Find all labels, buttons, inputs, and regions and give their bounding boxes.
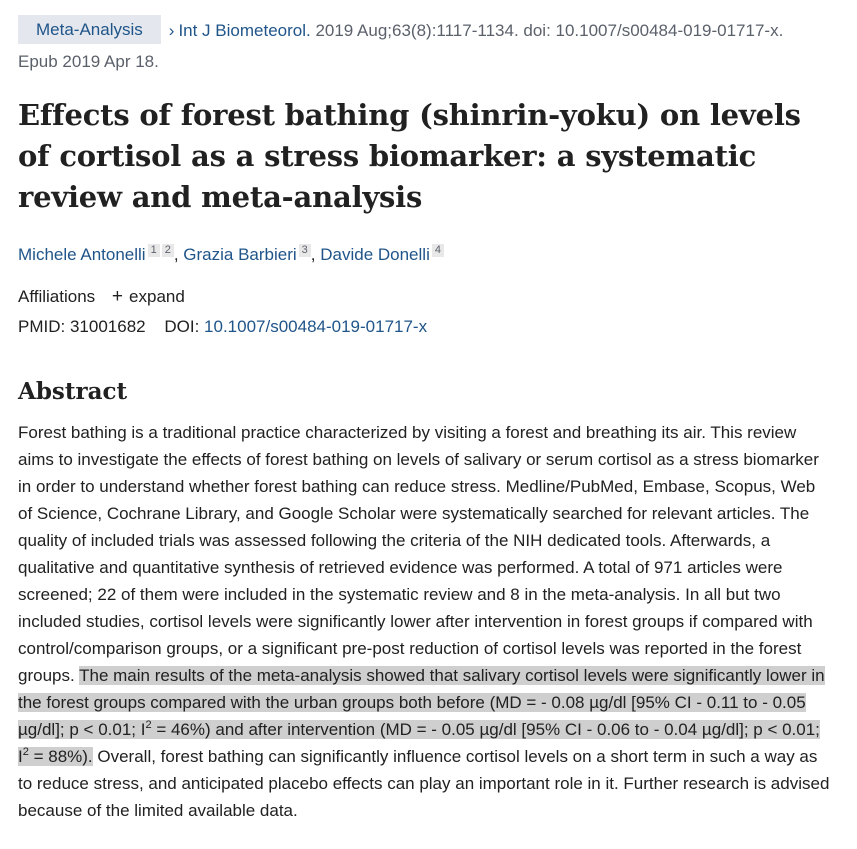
citation-line (18, 15, 839, 77)
affiliations-label: Affiliations (18, 287, 96, 306)
author-link[interactable]: Grazia Barbieri (183, 245, 297, 264)
expand-label: expand (129, 287, 185, 306)
pmid-label: PMID: (18, 317, 66, 336)
highlighted-text-part: = 46%) and after intervention (MD = - 0.05 µg/dl [95% CI - 0.06 to - 0.04 µg/dl]; p < 0.01; I (18, 720, 820, 766)
abstract-text (18, 419, 830, 824)
affiliation-ref[interactable]: 4 (432, 244, 444, 257)
doi-link[interactable]: 10.1007/s00484-019-01717-x (204, 317, 428, 336)
highlighted-text-part: = 88%). (28, 747, 93, 766)
abstract-text-part: Forest bathing is a traditional practice characterized by visiting a forest and breathing its air. This review aims to investigate the effects of forest bathing on levels of salivary or serum cortisol as a stress biomarker in order to understand whether forest bathing can reduce stress. Medline/PubMed, Embase, Scopus, Web of Science, Cochrane Library, and Google Scholar were systematically searched for relevant articles. The quality of included trials was assessed following the criteria of the NIH dedicated tools. Afterwards, a qualitative and quantitative synthesis of retrieved evidence was performed. A total of 971 articles were screened; 22 of them were included in the systematic review and 8 in the meta-analysis. In all but two included studies, cortisol levels were significantly lower after intervention in forest groups if compared with control/comparison groups, or a significant pre-post reduction of cortisol levels was reported in the forest groups. (18, 423, 819, 685)
pmid-value: 31001682 (69, 317, 146, 336)
chevron-right-icon: › (168, 21, 175, 40)
abstract-text-part: Overall, forest bathing can significantly influence cortisol levels on a short term in such a way as to reduce stress, and anticipated placebo effects can play an important role in it. Further research is advised because of the limited available data. (18, 747, 830, 820)
affiliation-ref[interactable]: 3 (299, 244, 311, 257)
plus-icon: + (111, 286, 124, 307)
article-title: Effects of forest bathing (shinrin-yoku) on levels of cortisol as a stress biomarker: a systematic review and meta-analysis (18, 98, 801, 214)
abstract-heading: Abstract (18, 378, 128, 405)
superscript: 2 (145, 719, 152, 731)
publication-type-badge[interactable]: Meta-Analysis (18, 15, 161, 44)
author-link[interactable]: Michele Antonelli (18, 245, 146, 264)
doi-label: DOI: (164, 317, 200, 336)
affiliations-row (18, 282, 839, 312)
expand-affiliations-button[interactable] (112, 287, 185, 306)
citation-details: 2019 Aug;63(8):1117-1134. doi: 10.1007/s00484-019-01717-x. (310, 21, 784, 40)
author-link[interactable]: Davide Donelli (320, 245, 430, 264)
authors-list: Michele Antonelli 1 2 , Grazia Barbieri 3 , Davide Donelli 4 (18, 242, 839, 268)
journal-link[interactable]: Int J Biometeorol. (178, 21, 311, 40)
affiliation-ref[interactable]: 2 (162, 244, 174, 257)
superscript: 2 (22, 746, 29, 758)
affiliation-ref[interactable]: 1 (148, 244, 160, 257)
highlighted-text-part: The main results of the meta-analysis showed that salivary cortisol levels were significantly lower in the forest groups compared with the urban groups both before (MD = - 0.08 µg/dl [95% CI - 0.11 to - 0.05 µg/dl]; p < 0.01; I (18, 666, 825, 739)
epub-date: Epub 2019 Apr 18. (18, 52, 159, 71)
identifiers-row (18, 312, 839, 342)
